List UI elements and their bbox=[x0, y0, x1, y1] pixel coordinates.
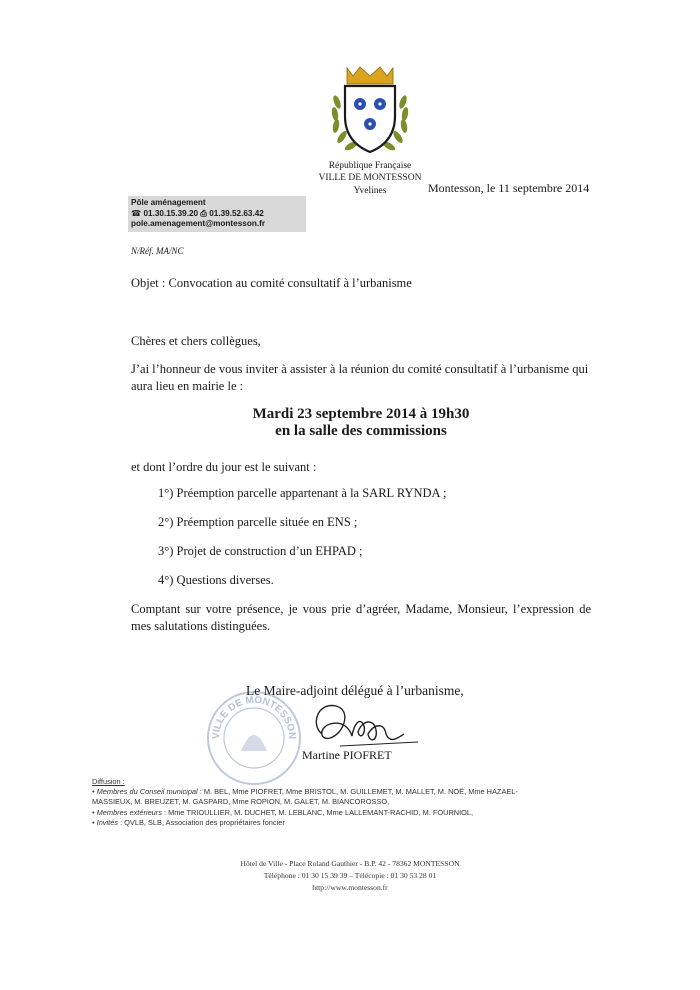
sender-service: Pôle aménagement bbox=[131, 198, 206, 207]
department-name: Yvelines bbox=[353, 186, 387, 196]
republic-label: République Française bbox=[328, 161, 412, 171]
sender-phones: ☎ 01.30.15.39.20 ⎙ 01.39.52.63.42 bbox=[131, 208, 264, 218]
diffusion-heading: Diffusion : bbox=[92, 777, 125, 786]
letter-greeting: Chères et chers collègues, bbox=[131, 334, 261, 348]
reference: N/Réf. MA/NC bbox=[131, 246, 184, 256]
sender-block bbox=[128, 196, 306, 232]
agenda-item: 4°) Questions diverses. bbox=[158, 573, 274, 587]
letter-closing: Comptant sur votre présence, je vous prie d’agréer, Madame, Monsieur, l’expression de mes salutations distinguées. bbox=[131, 602, 591, 633]
stamp-text: VILLE DE MONTESSON bbox=[210, 694, 298, 740]
signatory-name: Martine PIOFRET bbox=[302, 748, 392, 762]
diffusion-label: • Invités bbox=[92, 818, 119, 827]
sender-email: pole.amenagement@montesson.fr bbox=[131, 219, 266, 229]
letter-intro: J’ai l’honneur de vous inviter à assister à la réunion du comité consultatif à l’urbanisme qui aura lieu en mairie le : bbox=[131, 362, 589, 393]
official-stamp bbox=[205, 689, 303, 787]
footer-phone: Téléphone : 01 30 15 39 39 – Télécopie : 01 30 53 28 01 bbox=[263, 871, 437, 880]
agenda-intro: et dont l’ordre du jour est le suivant : bbox=[131, 460, 317, 474]
diffusion-names: : Mme TRIOULLIER, M. DUCHET, M. LEBLANC, Mme LALLEMANT-RACHID, M. FOURNIOL, bbox=[161, 808, 474, 817]
diffusion-label: • Membres du Conseil municipal bbox=[92, 787, 198, 796]
city-name: VILLE DE MONTESSON bbox=[318, 173, 422, 183]
agenda-item: 3°) Projet de construction d’un EHPAD ; bbox=[158, 544, 363, 558]
diffusion-line bbox=[92, 818, 612, 828]
footer-address: Hôtel de Ville - Place Roland Gauthier - B.P. 42 - 78362 MONTESSON bbox=[240, 859, 460, 868]
diffusion-names: : M. BEL, Mme PIOFRET, Mme BRISTOL, M. GUILLEMET, M. MALLET, M. NOË, Mme HAZAEL- bbox=[197, 787, 518, 796]
meeting-room: en la salle des commissions bbox=[275, 423, 447, 439]
letter-subject: Objet : Convocation au comité consultatif à l’urbanisme bbox=[131, 276, 412, 290]
footer-website: http://www.montesson.fr bbox=[312, 883, 388, 892]
diffusion-line: MASSIEUX, M. BREUZET, M. GASPARD, Mme ROPION, M. GALET, M. BIANCOROSSO, bbox=[92, 797, 390, 806]
place-date: Montesson, le 11 septembre 2014 bbox=[428, 181, 590, 195]
meeting-block bbox=[131, 406, 591, 440]
meeting-date: Mardi 23 septembre 2014 à 19h30 bbox=[252, 406, 470, 422]
diffusion-label: • Membres extérieurs bbox=[92, 808, 162, 817]
svg-text:VILLE DE MONTESSON bbox=[211, 695, 297, 740]
agenda-item: 1°) Préemption parcelle appartenant à la SARL RYNDA ; bbox=[158, 486, 447, 500]
signatory-title: Le Maire-adjoint délégué à l’urbanisme, bbox=[246, 683, 464, 698]
diffusion-names: : QVLB, SLB, Association des propriétaires foncier bbox=[118, 818, 285, 827]
diffusion-line bbox=[92, 808, 612, 818]
diffusion-line bbox=[92, 787, 612, 797]
city-crest-logo bbox=[327, 64, 413, 160]
agenda-item: 2°) Préemption parcelle située en ENS ; bbox=[158, 515, 358, 529]
